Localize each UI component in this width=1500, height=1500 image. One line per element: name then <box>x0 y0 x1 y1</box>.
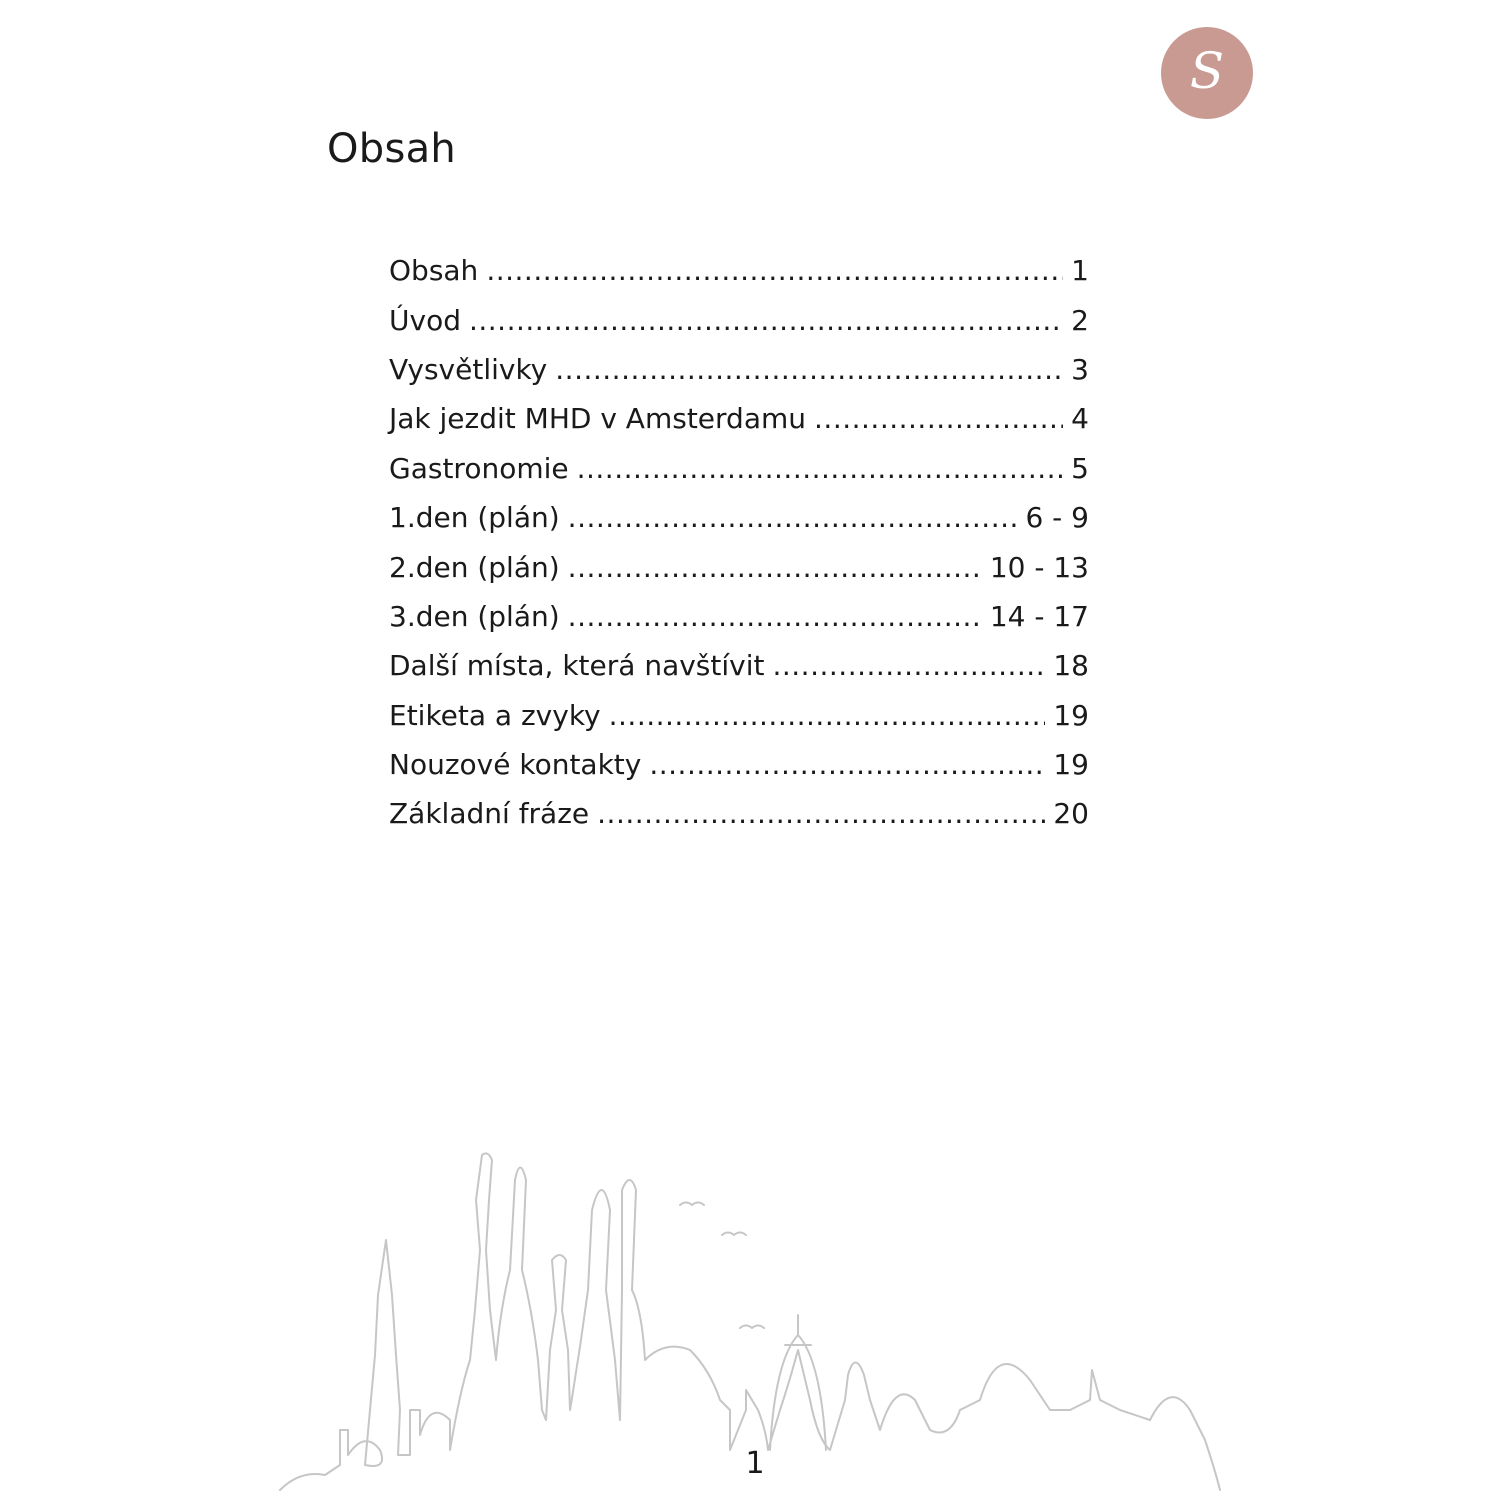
table-of-contents <box>389 246 1089 839</box>
logo-letter: S <box>1189 42 1225 100</box>
toc-entry-label: 2.den (plán) <box>389 550 560 584</box>
toc-entry-label: Jak jezdit MHD v Amsterdamu <box>389 402 807 436</box>
toc-entry-page: 19 <box>1053 748 1089 782</box>
toc-entry-label: Obsah <box>389 254 479 288</box>
toc-entry[interactable] <box>389 592 1089 641</box>
toc-dot-leader <box>568 551 982 584</box>
toc-dot-leader <box>772 649 1045 682</box>
toc-entry[interactable] <box>389 295 1089 344</box>
toc-entry-label: Základní fráze <box>389 797 590 831</box>
toc-entry-label: 3.den (plán) <box>389 599 560 633</box>
toc-dot-leader <box>609 699 1046 732</box>
toc-dot-leader <box>469 304 1063 337</box>
toc-entry-page: 4 <box>1071 402 1089 436</box>
toc-entry-label: Nouzové kontakty <box>389 748 642 782</box>
toc-entry[interactable] <box>389 444 1089 493</box>
toc-entry[interactable] <box>389 641 1089 690</box>
toc-entry-page: 1 <box>1071 254 1089 288</box>
toc-entry-label: Etiketa a zvyky <box>389 698 601 732</box>
toc-entry-label: Úvod <box>389 303 461 337</box>
toc-entry[interactable] <box>389 789 1089 838</box>
toc-entry[interactable] <box>389 345 1089 394</box>
toc-entry-page: 19 <box>1053 698 1089 732</box>
toc-entry-page: 3 <box>1071 352 1089 386</box>
toc-entry[interactable] <box>389 394 1089 443</box>
toc-entry[interactable] <box>389 740 1089 789</box>
toc-entry[interactable] <box>389 542 1089 591</box>
page-title: Obsah <box>327 126 457 172</box>
toc-dot-leader <box>814 402 1063 435</box>
toc-entry-label: Gastronomie <box>389 451 569 485</box>
toc-entry-page: 6 - 9 <box>1025 501 1089 535</box>
toc-entry[interactable] <box>389 691 1089 740</box>
toc-entry-page: 10 - 13 <box>989 550 1089 584</box>
toc-dot-leader <box>568 501 1018 534</box>
toc-entry[interactable] <box>389 493 1089 542</box>
toc-entry-label: 1.den (plán) <box>389 501 560 535</box>
toc-entry-page: 14 - 17 <box>989 599 1089 633</box>
toc-entry-label: Další místa, která navštívit <box>389 649 765 683</box>
page-number: 1 <box>745 1446 765 1481</box>
city-skyline-line-art-icon <box>270 1110 1230 1500</box>
toc-dot-leader <box>577 452 1064 485</box>
toc-entry[interactable] <box>389 246 1089 295</box>
toc-entry-page: 20 <box>1053 797 1089 831</box>
toc-entry-label: Vysvětlivky <box>389 352 548 386</box>
toc-dot-leader <box>555 353 1063 386</box>
toc-entry-page: 2 <box>1071 303 1089 337</box>
toc-dot-leader <box>597 797 1045 830</box>
toc-dot-leader <box>568 600 982 633</box>
toc-entry-page: 5 <box>1071 451 1089 485</box>
toc-entry-page: 18 <box>1053 649 1089 683</box>
toc-dot-leader <box>486 254 1063 287</box>
toc-dot-leader <box>649 748 1045 781</box>
logo-badge <box>1161 27 1253 119</box>
